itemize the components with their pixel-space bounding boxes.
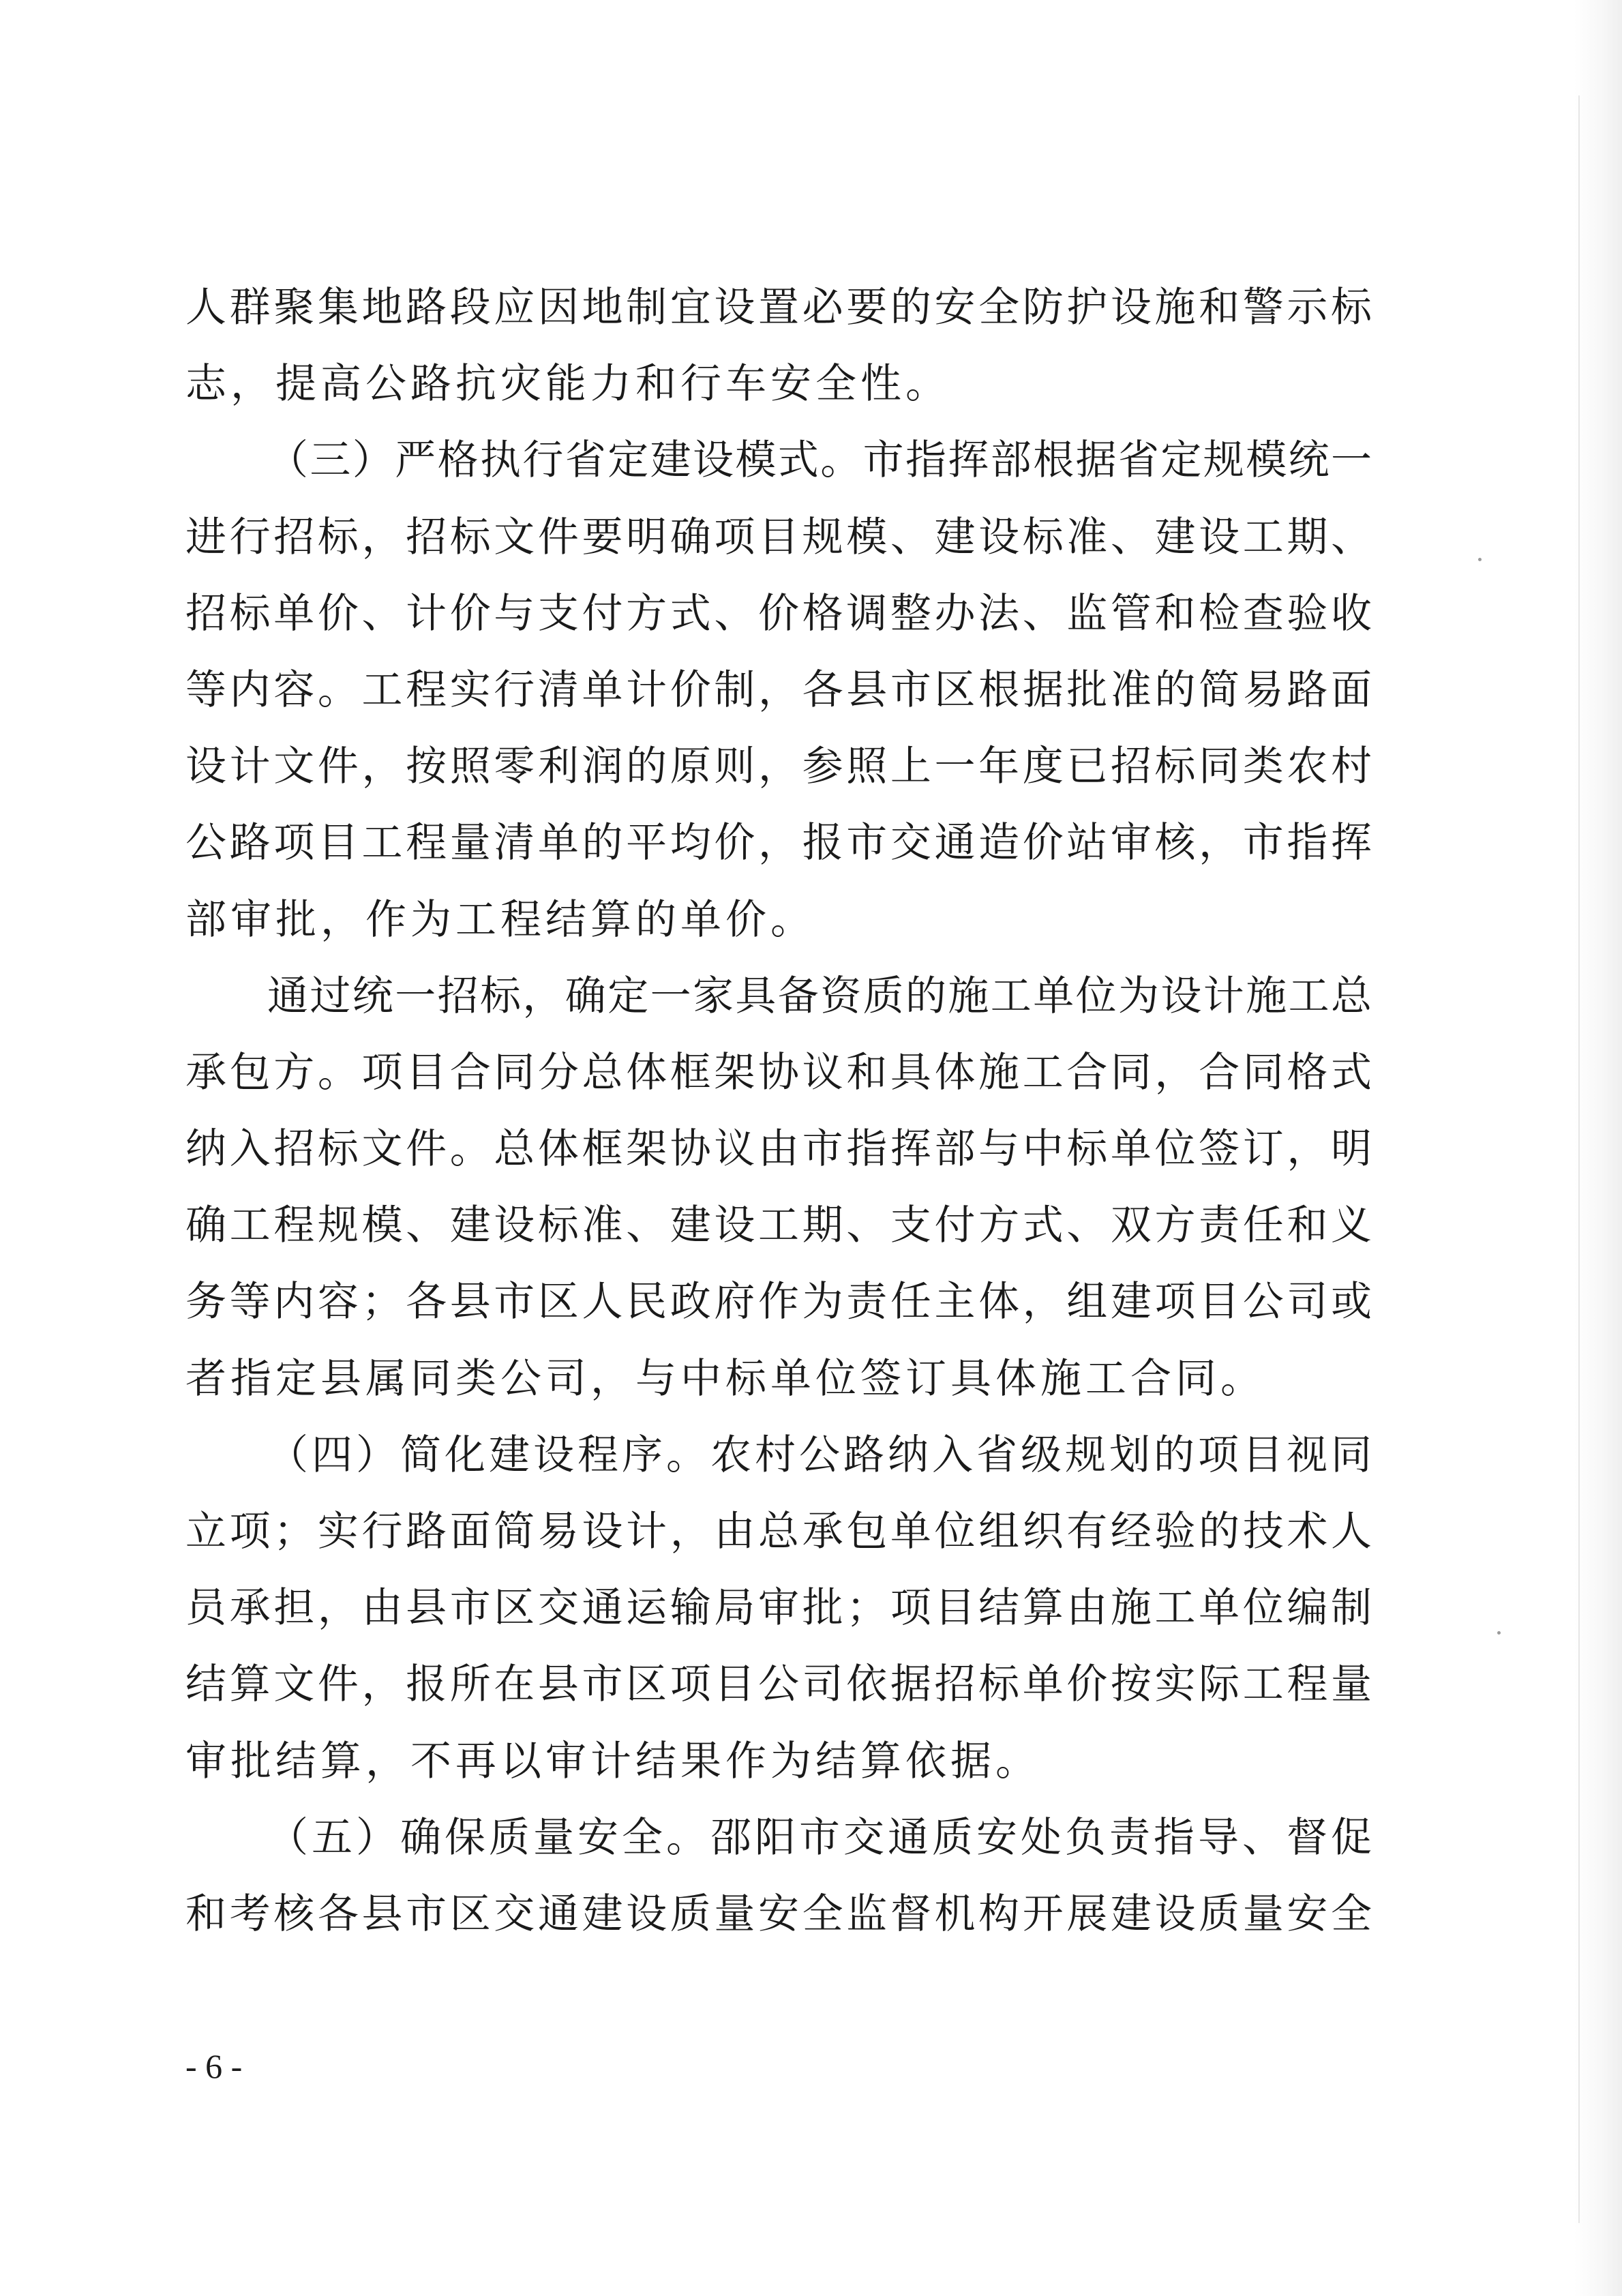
text-line: 部审批，作为工程结算的单价。 — [185, 895, 815, 944]
text-line: 招标单价、计价与支付方式、价格调整办法、监管和检查验收 — [185, 589, 1372, 638]
text-line: 通过统一招标，确定一家具备资质的施工单位为设计施工总 — [267, 972, 1372, 1020]
scan-speck — [1497, 1631, 1501, 1635]
body-text — [185, 269, 1372, 1952]
text-line: 结算文件，报所在县市区项目公司依据招标单价按实际工程量 — [185, 1660, 1372, 1709]
text-line: （三）严格执行省定建设模式。市指挥部根据省定规模统一 — [267, 436, 1372, 485]
text-line: 志，提高公路抗灾能力和行车安全性。 — [185, 360, 950, 408]
text-line: 立项；实行路面简易设计，由总承包单位组织有经验的技术人 — [185, 1508, 1372, 1555]
text-line: 和考核各县市区交通建设质量安全监督机构开展建设质量安全 — [185, 1890, 1372, 1938]
scan-speck — [1478, 558, 1482, 561]
scan-edge-line — [1578, 95, 1580, 2223]
text-line: （四）简化建设程序。农村公路纳入省级规划的项目视同 — [267, 1431, 1372, 1479]
text-line: 者指定县属同类公司，与中标单位签订具体施工合同。 — [185, 1354, 1265, 1403]
text-line: （五）确保质量安全。邵阳市交通质安处负责指导、督促 — [267, 1813, 1372, 1862]
text-line: 设计文件，按照零利润的原则，参照上一年度已招标同类农村 — [185, 743, 1372, 791]
page-number: - 6 - — [185, 2047, 243, 2085]
text-line: 等内容。工程实行清单计价制，各县市区根据批准的简易路面 — [185, 666, 1372, 714]
scan-edge-shadow — [1574, 0, 1622, 2296]
text-line: 纳入招标文件。总体框架协议由市指挥部与中标单位签订，明 — [185, 1125, 1372, 1174]
text-line: 公路项目工程量清单的平均价，报市交通造价站审核，市指挥 — [185, 819, 1372, 867]
text-line: 员承担，由县市区交通运输局审批；项目结算由施工单位编制 — [185, 1584, 1372, 1632]
text-line: 承包方。项目合同分总体框架协议和具体施工合同，合同格式 — [185, 1048, 1372, 1097]
text-line: 进行招标，招标文件要明确项目规模、建设标准、建设工期、 — [185, 513, 1372, 561]
text-line: 审批结算，不再以审计结果作为结算依据。 — [185, 1737, 1040, 1785]
text-line: 人群聚集地路段应因地制宜设置必要的安全防护设施和警示标 — [185, 284, 1372, 331]
text-line: 确工程规模、建设标准、建设工期、支付方式、双方责任和义 — [185, 1202, 1372, 1250]
text-line: 务等内容；各县市区人民政府作为责任主体，组建项目公司或 — [185, 1278, 1372, 1326]
